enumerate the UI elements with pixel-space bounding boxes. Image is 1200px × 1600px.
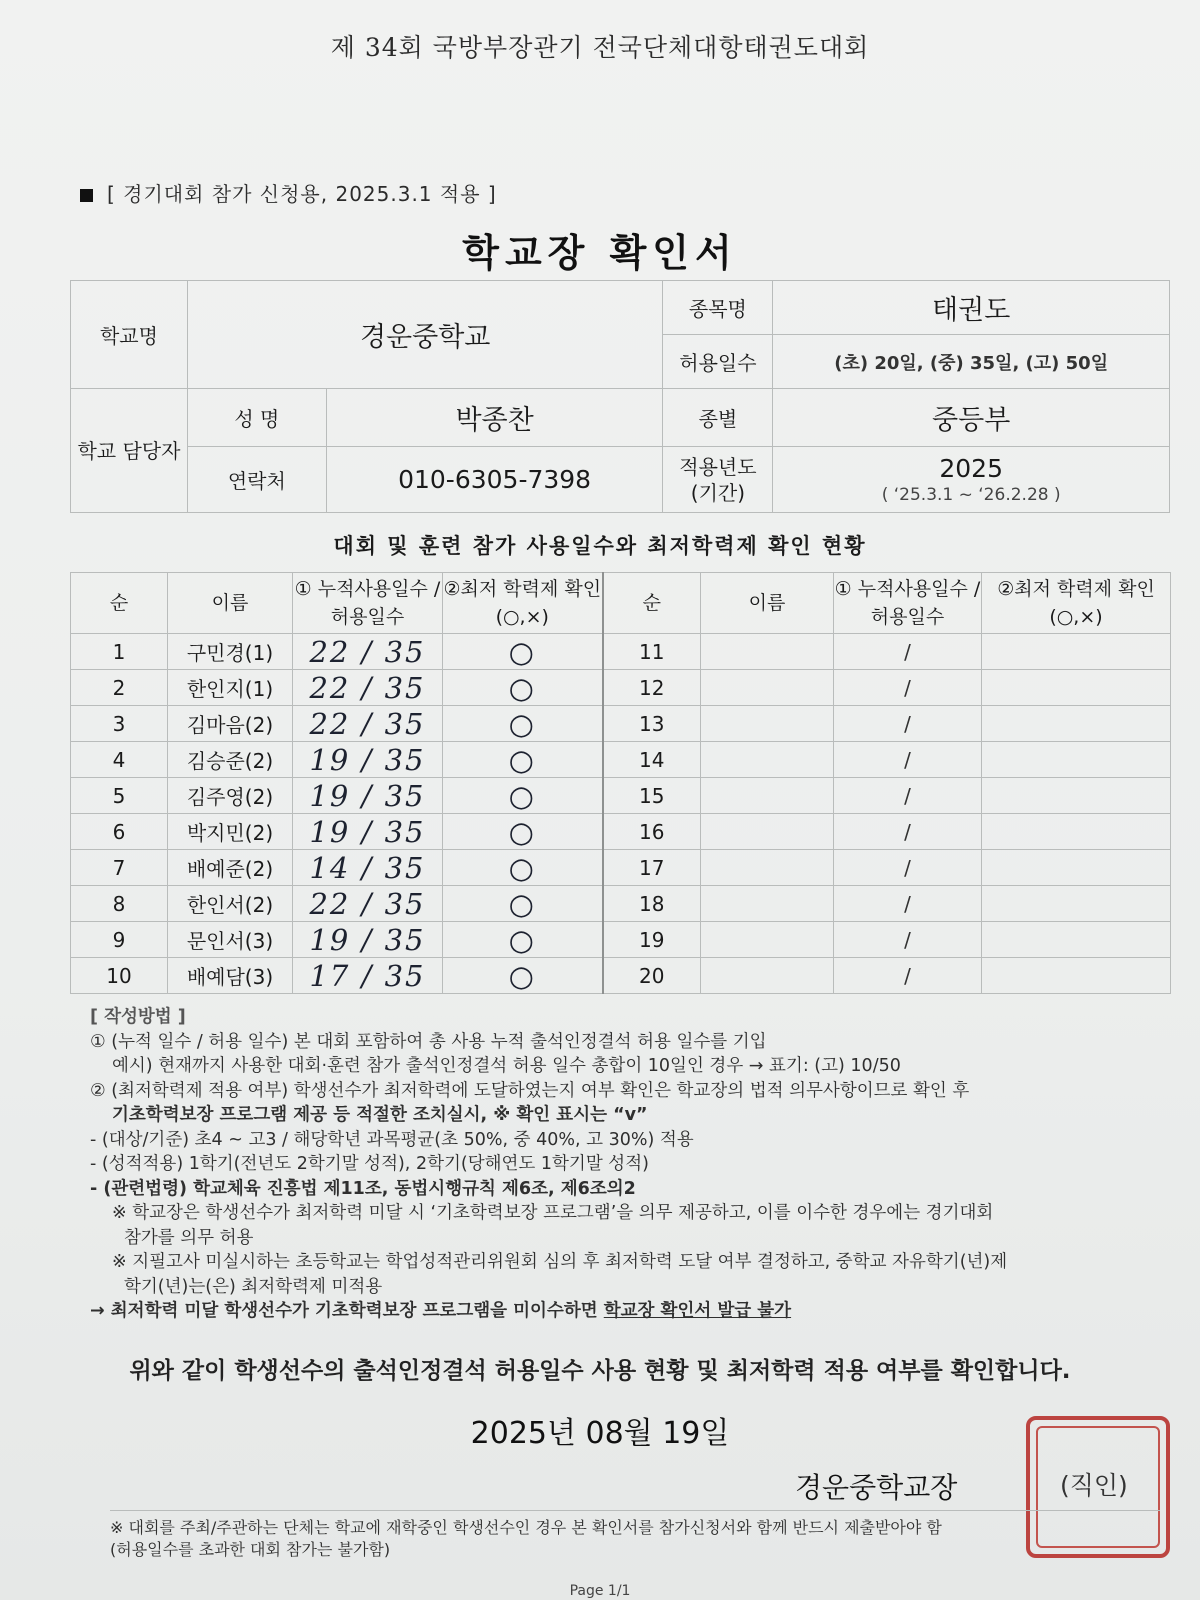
days-used: 17 / 35 — [293, 958, 443, 994]
guide-line: - (관련법령) 학교체육 진흥법 제11조, 동법시행규칙 제6조, 제6조의2 — [90, 1178, 636, 1199]
division-label: 종별 — [663, 389, 773, 447]
issue-date: 2025년 08월 19일 — [470, 1416, 730, 1451]
days-used-right: / — [834, 922, 982, 958]
table-row — [71, 742, 1171, 778]
days-used-right: / — [834, 814, 982, 850]
days-used: 19 / 35 — [293, 778, 443, 814]
days-used-right: / — [834, 706, 982, 742]
row-number-right: 13 — [603, 706, 701, 742]
usage-note — [80, 178, 497, 207]
min-academic-mark: ○ — [443, 706, 603, 742]
school-label: 학교명 — [71, 281, 188, 389]
min-academic-mark-right — [982, 634, 1171, 670]
period-value: ( ‘25.3.1 ~ ‘26.2.28 ) — [881, 485, 1061, 505]
allowed-days-label: 허용일수 — [663, 335, 773, 389]
days-used-right: / — [834, 886, 982, 922]
row-number: 8 — [71, 886, 168, 922]
row-number: 7 — [71, 850, 168, 886]
days-used: 19 / 35 — [293, 922, 443, 958]
document-title: 학교장 확인서 — [462, 231, 738, 275]
guide-line: 예시) 현재까지 사용한 대회·훈련 참가 출석인정결석 허용 일수 총합이 10일인 경우 → 표기: (고) 10/50 — [112, 1056, 901, 1076]
min-academic-mark: ○ — [443, 886, 603, 922]
usage-note-text: [ 경기대회 참가 신청용, 2025.3.1 적용 ] — [107, 182, 497, 206]
days-used-right: / — [834, 850, 982, 886]
header-days-right: ① 누적사용일수 /허용일수 — [834, 573, 982, 634]
student-name: 김마음(2) — [168, 706, 293, 742]
row-number: 3 — [71, 706, 168, 742]
student-name: 문인서(3) — [168, 922, 293, 958]
row-number: 10 — [71, 958, 168, 994]
contact-value: 010-6305-7398 — [326, 447, 663, 513]
row-number: 4 — [71, 742, 168, 778]
min-academic-mark-right — [982, 958, 1171, 994]
row-number-right: 16 — [603, 814, 701, 850]
row-number-right: 17 — [603, 850, 701, 886]
principal-name: 경운중학교장 — [795, 1471, 958, 1504]
school-value: 경운중학교 — [187, 281, 663, 389]
student-name-right — [701, 886, 834, 922]
row-number-right: 12 — [603, 670, 701, 706]
footnote-line: (허용일수를 초과한 대회 참가는 불가함) — [110, 1540, 391, 1559]
min-academic-mark: ○ — [443, 850, 603, 886]
table-row — [71, 778, 1171, 814]
header-name: 이름 — [168, 573, 293, 634]
sport-label: 종목명 — [663, 281, 773, 335]
guide-line-emphasis: 학교장 확인서 발급 불가 — [603, 1301, 792, 1321]
student-name: 한인서(2) — [168, 886, 293, 922]
row-number-right: 20 — [603, 958, 701, 994]
footnote-line: ※ 대회를 주최/주관하는 단체는 학교에 재학중인 학생선수인 경우 본 확인서를 참가신청서와 함께 반드시 제출받아야 함 — [110, 1518, 942, 1537]
allowed-days-value: (초) 20일, (중) 35일, (고) 50일 — [773, 335, 1170, 389]
days-used: 19 / 35 — [293, 742, 443, 778]
year-value: 2025 — [939, 454, 1003, 483]
student-name-right — [701, 634, 834, 670]
name-value: 박종찬 — [326, 389, 663, 447]
days-used-right: / — [834, 634, 982, 670]
min-academic-mark: ○ — [443, 742, 603, 778]
student-name-right — [701, 850, 834, 886]
min-academic-mark: ○ — [443, 814, 603, 850]
header-name-right: 이름 — [701, 573, 834, 634]
days-used: 22 / 35 — [293, 706, 443, 742]
division-value: 중등부 — [773, 389, 1170, 447]
student-name: 김승준(2) — [168, 742, 293, 778]
header-num-right: 순 — [603, 573, 701, 634]
year-label: 적용년도 (기간) — [663, 447, 773, 513]
guide-line: 기초학력보장 프로그램 제공 등 적절한 조치실시, ※ 확인 표시는 “v” — [112, 1105, 648, 1125]
section-title: 대회 및 훈련 참가 사용일수와 최저학력제 확인 현황 — [333, 534, 867, 558]
row-number: 2 — [71, 670, 168, 706]
footnote — [110, 1510, 1160, 1561]
min-academic-mark: ○ — [443, 634, 603, 670]
days-used: 19 / 35 — [293, 814, 443, 850]
confirmation-statement: 위와 같이 학생선수의 출석인정결석 허용일수 사용 현황 및 최저학력 적용 여부를 확인합니다. — [129, 1358, 1071, 1384]
guide-title: [ 작성방법 ] — [90, 1007, 186, 1027]
student-name: 배예담(3) — [168, 958, 293, 994]
min-academic-mark-right — [982, 814, 1171, 850]
days-used: 22 / 35 — [293, 886, 443, 922]
table-row — [71, 886, 1171, 922]
guide-line: ② (최저학력제 적용 여부) 학생선수가 최저학력에 도달하였는지 여부 확인은 학교장의 법적 의무사항이므로 확인 후 — [90, 1080, 970, 1101]
row-number-right: 18 — [603, 886, 701, 922]
manager-label: 학교 담당자 — [71, 389, 188, 513]
guide-line — [90, 1299, 1150, 1324]
days-used-right: / — [834, 670, 982, 706]
guide-line: - (성적적용) 1학기(전년도 2학기말 성적), 2학기(당해연도 1학기말 성적) — [90, 1154, 649, 1174]
roster-table — [70, 572, 1171, 994]
days-used: 22 / 35 — [293, 670, 443, 706]
table-row — [71, 850, 1171, 886]
info-table — [70, 280, 1170, 513]
student-name-right — [701, 814, 834, 850]
min-academic-mark: ○ — [443, 958, 603, 994]
header-num: 순 — [71, 573, 168, 634]
min-academic-mark: ○ — [443, 922, 603, 958]
faded-bleed-through — [0, 95, 1200, 135]
days-used-right: / — [834, 742, 982, 778]
year-cell — [773, 447, 1170, 513]
guide-line-text: → 최저학력 미달 학생선수가 기초학력보장 프로그램을 미이수하면 — [90, 1301, 604, 1321]
student-name-right — [701, 958, 834, 994]
days-used: 22 / 35 — [293, 634, 443, 670]
sport-value: 태권도 — [773, 281, 1170, 335]
min-academic-mark: ○ — [443, 670, 603, 706]
student-name-right — [701, 778, 834, 814]
header-days: ① 누적사용일수 /허용일수 — [293, 573, 443, 634]
row-number-right: 14 — [603, 742, 701, 778]
table-row — [71, 670, 1171, 706]
table-row — [71, 634, 1171, 670]
table-row — [71, 922, 1171, 958]
min-academic-mark-right — [982, 778, 1171, 814]
table-row — [71, 706, 1171, 742]
min-academic-mark-right — [982, 922, 1171, 958]
guide-line: - (대상/기준) 초4 ~ 고3 / 해당학년 과목평균(초 50%, 중 40%, 고 30%) 적용 — [90, 1129, 694, 1150]
guide-line: ※ 학교장은 학생선수가 최저학력 미달 시 ‘기초학력보장 프로그램’을 의무 제공하고, 이를 이수한 경우에는 경기대회 — [112, 1203, 994, 1223]
student-name-right — [701, 670, 834, 706]
row-number: 5 — [71, 778, 168, 814]
header-check-right: ②최저 학력제 확인(○,×) — [982, 573, 1171, 634]
student-name: 김주영(2) — [168, 778, 293, 814]
row-number-right: 19 — [603, 922, 701, 958]
student-name: 구민경(1) — [168, 634, 293, 670]
table-row — [71, 958, 1171, 994]
days-used-right: / — [834, 778, 982, 814]
student-name: 배예준(2) — [168, 850, 293, 886]
guide-line: 학기(년)는(은) 최저학력제 미적용 — [124, 1276, 383, 1297]
row-number: 9 — [71, 922, 168, 958]
student-name: 한인지(1) — [168, 670, 293, 706]
name-label: 성 명 — [187, 389, 326, 447]
writing-guide — [90, 1005, 1150, 1324]
event-title: 제 34회 국방부장관기 전국단체대항태권도대회 — [330, 33, 870, 62]
contact-label: 연락처 — [187, 447, 326, 513]
student-name-right — [701, 922, 834, 958]
guide-line: ① (누적 일수 / 허용 일수) 본 대회 포함하여 총 사용 누적 출석인정결석 허용 일수를 기입 — [90, 1031, 767, 1052]
row-number-right: 11 — [603, 634, 701, 670]
min-academic-mark: ○ — [443, 778, 603, 814]
square-bullet-icon — [80, 189, 93, 202]
days-used-right: / — [834, 958, 982, 994]
student-name-right — [701, 706, 834, 742]
guide-line: 참가를 의무 허용 — [124, 1227, 254, 1248]
row-number-right: 15 — [603, 778, 701, 814]
row-number: 6 — [71, 814, 168, 850]
min-academic-mark-right — [982, 706, 1171, 742]
seal-label: (직인) — [1060, 1471, 1128, 1500]
min-academic-mark-right — [982, 850, 1171, 886]
days-used: 14 / 35 — [293, 850, 443, 886]
table-row — [71, 814, 1171, 850]
guide-line: ※ 지필고사 미실시하는 초등학교는 학업성적관리위원회 심의 후 최저학력 도달 여부 결정하고, 중학교 자유학기(년)제 — [112, 1252, 1008, 1272]
student-name-right — [701, 742, 834, 778]
min-academic-mark-right — [982, 670, 1171, 706]
page-number: Page 1/1 — [569, 1583, 631, 1599]
header-check: ②최저 학력제 확인(○,×) — [443, 573, 603, 634]
row-number: 1 — [71, 634, 168, 670]
min-academic-mark-right — [982, 886, 1171, 922]
student-name: 박지민(2) — [168, 814, 293, 850]
min-academic-mark-right — [982, 742, 1171, 778]
